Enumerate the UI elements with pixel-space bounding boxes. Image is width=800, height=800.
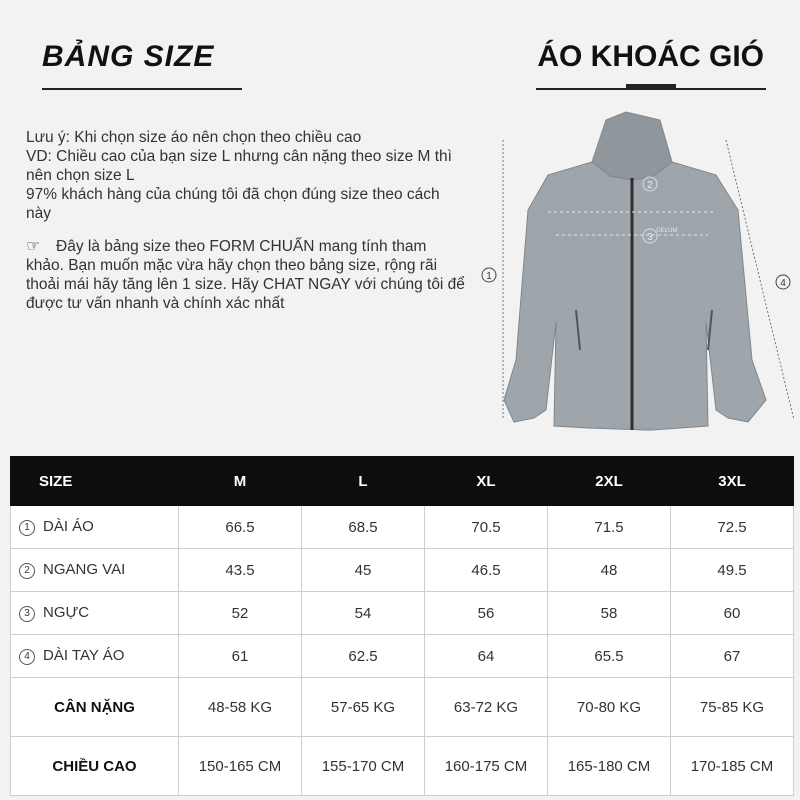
note-line-4: Đây là bảng size theo FORM CHUẨN mang tính tham khảo. Bạn muốn mặc vừa hãy chọn theo bảng size, rộng rãi thoải mái hãy tăng lên 1 size. Hãy CHAT NGAY với chúng tôi để được tư vấn nhanh và chính xác nhất bbox=[26, 238, 465, 312]
weight-cell: 57-65 KG bbox=[302, 678, 425, 737]
row-label: 3 NGỰC bbox=[11, 592, 179, 635]
row-label: 4 DÀI TAY ÁO bbox=[11, 635, 179, 678]
height-cell: 160-175 CM bbox=[425, 737, 548, 796]
size-table bbox=[10, 456, 794, 796]
table-cell: 72.5 bbox=[671, 506, 794, 549]
pointing-hand-icon: ☞ bbox=[26, 238, 41, 255]
note-line-3: 97% khách hàng của chúng tôi đã chọn đúng size theo cách này bbox=[26, 186, 440, 222]
height-row bbox=[11, 737, 794, 796]
table-cell: 60 bbox=[671, 592, 794, 635]
table-row bbox=[11, 549, 794, 592]
marker-3: 3 bbox=[647, 232, 653, 243]
table-cell: 65.5 bbox=[548, 635, 671, 678]
table-cell: 54 bbox=[302, 592, 425, 635]
jacket-diagram bbox=[476, 100, 800, 440]
size-col-2xl: 2XL bbox=[548, 457, 671, 506]
table-row bbox=[11, 592, 794, 635]
title-right-accent bbox=[626, 84, 676, 89]
title-left-underline bbox=[42, 88, 242, 90]
weight-row bbox=[11, 678, 794, 737]
table-cell: 45 bbox=[302, 549, 425, 592]
height-cell: 170-185 CM bbox=[671, 737, 794, 796]
note-line-2: VD: Chiều cao của bạn size L nhưng cân nặng theo size M thì nên chọn size L bbox=[26, 148, 452, 184]
weight-cell: 48-58 KG bbox=[179, 678, 302, 737]
table-cell: 71.5 bbox=[548, 506, 671, 549]
jacket-illustration bbox=[476, 100, 800, 440]
table-cell: 61 bbox=[179, 635, 302, 678]
marker-1: 1 bbox=[486, 271, 492, 282]
row-label: 2 NGANG VAI bbox=[11, 549, 179, 592]
table-cell: 43.5 bbox=[179, 549, 302, 592]
page-title-left: BẢNG SIZE bbox=[42, 40, 215, 73]
note-block-2 bbox=[26, 237, 466, 313]
table-cell: 64 bbox=[425, 635, 548, 678]
height-label: CHIỀU CAO bbox=[11, 737, 179, 796]
table-cell: 66.5 bbox=[179, 506, 302, 549]
height-cell: 150-165 CM bbox=[179, 737, 302, 796]
weight-cell: 75-85 KG bbox=[671, 678, 794, 737]
table-cell: 62.5 bbox=[302, 635, 425, 678]
svg-text:GELUM: GELUM bbox=[656, 228, 678, 234]
table-cell: 70.5 bbox=[425, 506, 548, 549]
height-cell: 155-170 CM bbox=[302, 737, 425, 796]
weight-label: CÂN NẶNG bbox=[11, 678, 179, 737]
marker-2: 2 bbox=[647, 180, 653, 191]
table-row bbox=[11, 635, 794, 678]
table-cell: 52 bbox=[179, 592, 302, 635]
size-notes bbox=[26, 128, 466, 313]
row-label: 1 DÀI ÁO bbox=[11, 506, 179, 549]
table-cell: 68.5 bbox=[302, 506, 425, 549]
size-header-label: SIZE bbox=[11, 457, 179, 506]
table-cell: 46.5 bbox=[425, 549, 548, 592]
table-row bbox=[11, 506, 794, 549]
page-title-right: ÁO KHOÁC GIÓ bbox=[537, 40, 764, 73]
table-cell: 48 bbox=[548, 549, 671, 592]
table-cell: 67 bbox=[671, 635, 794, 678]
size-col-l: L bbox=[302, 457, 425, 506]
note-line-1: Lưu ý: Khi chọn size áo nên chọn theo chiều cao bbox=[26, 129, 362, 146]
size-col-xl: XL bbox=[425, 457, 548, 506]
marker-4: 4 bbox=[780, 278, 786, 289]
table-cell: 58 bbox=[548, 592, 671, 635]
size-col-3xl: 3XL bbox=[671, 457, 794, 506]
weight-cell: 63-72 KG bbox=[425, 678, 548, 737]
table-cell: 56 bbox=[425, 592, 548, 635]
weight-cell: 70-80 KG bbox=[548, 678, 671, 737]
height-cell: 165-180 CM bbox=[548, 737, 671, 796]
size-header-row bbox=[11, 457, 794, 506]
size-col-m: M bbox=[179, 457, 302, 506]
table-cell: 49.5 bbox=[671, 549, 794, 592]
